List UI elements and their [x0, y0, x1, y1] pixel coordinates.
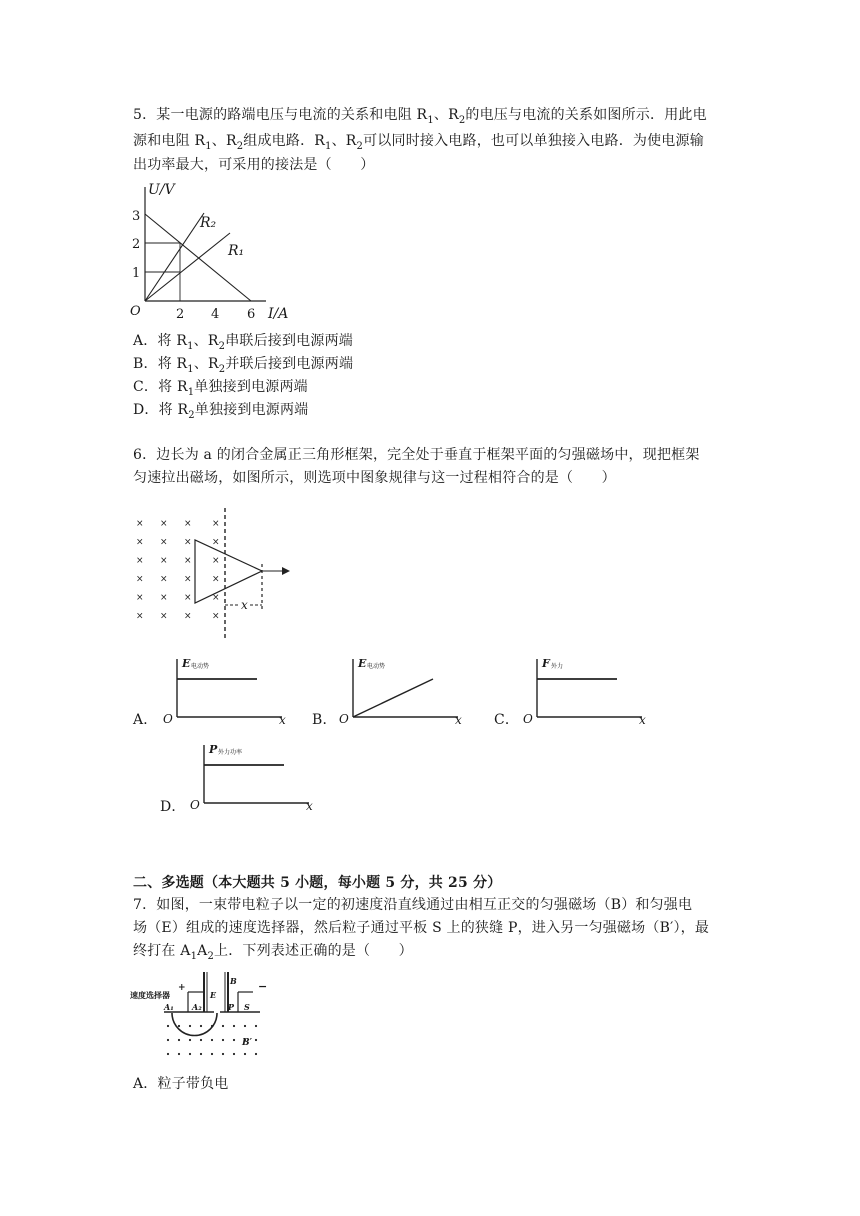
- particle-path: [172, 1013, 217, 1036]
- q6-line2: 匀速拉出磁场，如图所示，则选项中图象规律与这一过程相符合的是（ ）: [133, 470, 616, 486]
- selector-label: 速度选择器: [130, 990, 170, 1000]
- q5-uv-graph: [128, 183, 288, 323]
- field-cross: ×: [136, 556, 144, 566]
- field-dot: [222, 1053, 224, 1055]
- svg-text:O: O: [523, 712, 533, 726]
- field-dot: [233, 1025, 235, 1027]
- field-cross: ×: [212, 556, 220, 566]
- field-dot: [167, 1025, 169, 1027]
- section2-heading: 二、多选题（本大题共 5 小题，每小题 5 分，共 25 分）: [133, 875, 502, 891]
- field-dot: [233, 1053, 235, 1055]
- field-cross: ×: [184, 611, 192, 622]
- graph-b-line: [353, 679, 433, 717]
- field-dot: [167, 1053, 169, 1055]
- field-dot: [255, 1039, 257, 1041]
- field-cross: ×: [212, 519, 220, 529]
- q7-line1: 7．如图，一束带电粒子以一定的初速度沿直线通过由相互正交的匀强磁场（B）和匀强电: [133, 897, 693, 913]
- q6-option-b-letter: B．: [312, 712, 337, 728]
- y-tick-2: 2: [132, 237, 141, 252]
- field-dot: [222, 1039, 224, 1041]
- svg-text:+: +: [178, 983, 186, 993]
- svg-text:B′: B′: [242, 1038, 252, 1048]
- field-dot: [255, 1025, 257, 1027]
- field-cross: ×: [136, 537, 144, 548]
- x-distance-label: x: [241, 598, 248, 612]
- svg-text:外力: 外力: [551, 663, 564, 670]
- y-tick-3: 3: [132, 209, 141, 224]
- svg-text:O: O: [163, 712, 173, 726]
- q7-line3: 终打在 $A_1A_2$上．下列表述正确的是（ ）: [133, 943, 413, 962]
- field-dot: [189, 1053, 191, 1055]
- field-cross: ×: [184, 574, 192, 585]
- q6-option-a-graph: [160, 655, 300, 725]
- r2-line: [145, 213, 204, 301]
- svg-text:−: −: [258, 980, 268, 993]
- field-dot: [244, 1053, 246, 1055]
- field-dot: [178, 1039, 180, 1041]
- q6-option-c-letter: C．: [494, 712, 520, 728]
- field-cross: ×: [160, 556, 168, 566]
- field-dot: [200, 1053, 202, 1055]
- q5-line3: 出功率最大，可采用的接法是（ ）: [133, 157, 375, 173]
- field-dot: [211, 1039, 213, 1041]
- svg-text:O: O: [339, 712, 349, 726]
- triangle-frame: [195, 537, 262, 603]
- field-dot: [233, 1039, 235, 1041]
- svg-text:E: E: [182, 657, 191, 670]
- field-dot: [222, 1025, 224, 1027]
- field-cross: ×: [136, 593, 144, 603]
- field-dot: [178, 1025, 180, 1027]
- field-dot: [200, 1025, 202, 1027]
- r2-label: R₂: [200, 215, 217, 231]
- x-tick-4: 4: [211, 307, 220, 322]
- x-tick-2: 2: [176, 307, 185, 322]
- field-cross: ×: [212, 574, 220, 585]
- field-cross: ×: [160, 537, 168, 548]
- field-cross: ×: [184, 593, 192, 603]
- field-dot: [189, 1025, 191, 1027]
- x-tick-6: 6: [247, 307, 256, 322]
- svg-text:E: E: [210, 990, 217, 1000]
- field-cross: ×: [184, 537, 192, 548]
- q7-line2: 场（E）组成的速度选择器，然后粒子通过平板 S 上的狭缝 P，进入另一匀强磁场（B′），最: [133, 920, 710, 936]
- q6-option-b-graph: [336, 655, 476, 725]
- q5-option-d: D．将 $R_2$单独接到电源两端: [133, 402, 309, 421]
- field-cross: ×: [160, 519, 168, 529]
- q6-option-d-graph: [187, 741, 327, 811]
- field-dot: [211, 1053, 213, 1055]
- q6-option-a-letter: A．: [133, 712, 158, 728]
- y-tick-1: 1: [132, 266, 141, 281]
- svg-text:P: P: [228, 1002, 235, 1012]
- x-axis-label: I/A: [268, 306, 289, 322]
- field-cross: ×: [212, 593, 220, 603]
- q6-option-c-graph: [520, 655, 660, 725]
- r1-label: R₁: [228, 243, 245, 259]
- svg-text:P: P: [209, 743, 218, 756]
- q6-option-d-letter: D．: [160, 799, 186, 815]
- field-cross: ×: [184, 556, 192, 566]
- y-axis-label: U/V: [148, 182, 175, 198]
- svg-text:x: x: [306, 799, 313, 813]
- q5-line2: 源和电阻 $R_1$、$R_2$组成电路．$R_1$、$R_2$可以同时接入电路，也可以单独接入电路．为使电源输: [133, 133, 704, 152]
- field-crosses: [136, 519, 220, 622]
- field-cross: ×: [212, 537, 220, 548]
- svg-text:A₁: A₁: [164, 1002, 174, 1012]
- q7-option-a: A．粒子带负电: [133, 1076, 229, 1092]
- field-dot: [211, 1025, 213, 1027]
- svg-text:O: O: [190, 798, 200, 812]
- svg-text:x: x: [279, 713, 286, 727]
- field-cross: ×: [212, 611, 220, 622]
- velocity-arrow: [282, 567, 290, 575]
- field-cross: ×: [160, 593, 168, 603]
- field-dot: [244, 1025, 246, 1027]
- svg-text:x: x: [455, 713, 462, 727]
- svg-text:S: S: [244, 1002, 250, 1012]
- field-dot: [167, 1039, 169, 1041]
- field-cross: ×: [160, 611, 168, 622]
- q5-option-b: B．将 $R_1$、$R_2$并联后接到电源两端: [133, 356, 354, 375]
- svg-text:外力功率: 外力功率: [218, 749, 243, 756]
- svg-text:E: E: [358, 657, 367, 670]
- field-cross: ×: [184, 519, 192, 529]
- q5-option-c: C．将 $R_1$单独接到电源两端: [133, 379, 308, 398]
- q5-line1: 5．某一电源的路端电压与电流的关系和电阻 $R_1$、$R_2$的电压与电流的关系如图所示．用此电: [133, 107, 707, 126]
- field-cross: ×: [136, 519, 144, 529]
- field-cross: ×: [136, 611, 144, 622]
- svg-text:x: x: [639, 713, 646, 727]
- field-cross: ×: [136, 574, 144, 585]
- svg-text:B: B: [230, 976, 237, 986]
- origin-label: O: [130, 304, 141, 319]
- svg-text:电动势: 电动势: [191, 663, 210, 670]
- q5-option-a: A．将 $R_1$、$R_2$串联后接到电源两端: [133, 333, 353, 352]
- field-dot: [255, 1053, 257, 1055]
- q6-field-diagram: [128, 508, 298, 643]
- q6-line1: 6．边长为 a 的闭合金属正三角形框架，完全处于垂直于框架平面的匀强磁场中，现把框架: [133, 447, 700, 463]
- field-dot: [200, 1039, 202, 1041]
- svg-text:F: F: [542, 657, 550, 670]
- q7-selector-diagram: [128, 970, 278, 1070]
- svg-text:电动势: 电动势: [367, 663, 386, 670]
- field-dot: [189, 1039, 191, 1041]
- svg-text:A₂: A₂: [192, 1002, 202, 1012]
- field-dot: [178, 1053, 180, 1055]
- field-cross: ×: [160, 574, 168, 585]
